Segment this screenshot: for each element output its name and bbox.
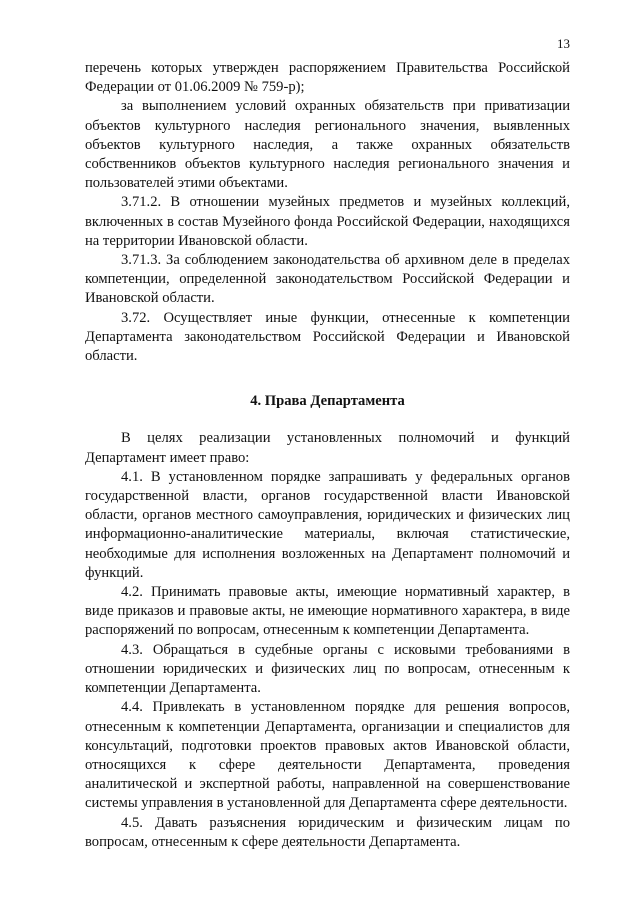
paragraph-list-continuation: перечень которых утвержден распоряжением Правительства Российской Федерации от 01.06.2009 № 759-р); — [85, 60, 570, 96]
page-content — [85, 59, 570, 852]
paragraph-4-2: 4.2. Принимать правовые акты, имеющие нормативный характер, в виде приказов и правовые акты, не имеющие нормативного характера, в виде распоряжений по вопросам, отнесенным к компетенции Департамента. — [85, 584, 570, 639]
section-heading: 4. Права Департамента — [250, 393, 405, 410]
paragraph-4-3: 4.3. Обращаться в судебные органы с исковыми требованиями в отношении юридических и физических лиц по вопросам, отнесенным к компетенции Департамента. — [85, 641, 570, 697]
paragraph-4-5: 4.5. Давать разъяснения юридическим и физическим лицам по вопросам, отнесенным к сфере деятельности Департамента. — [85, 814, 570, 850]
page-number: 13 — [557, 36, 570, 51]
paragraph-4-1: 4.1. В установленном порядке запрашивать у федеральных органов государственной власти, органов государственной власти Ивановской области, органов местного самоуправления, юридических и физических лиц информационно-аналитические материалы, включая статистические, необходимые для исполнения возложенных на Департамент полномочий и функций. — [85, 468, 570, 581]
paragraph-3-72: 3.72. Осуществляет иные функции, отнесенные к компетенции Департамента законодательством Российской Федерации и Ивановской области. — [85, 309, 570, 365]
paragraph-intro-rights: В целях реализации установленных полномочий и функций Департамент имеет право: — [85, 430, 570, 466]
paragraph-3-71-2: 3.71.2. В отношении музейных предметов и музейных коллекций, включенных в состав Музейного фонда Российской Федерации, находящихся на территории Ивановской области. — [85, 194, 570, 249]
paragraph-4-4: 4.4. Привлекать в установленном порядке для решения вопросов, отнесенным к компетенции Департамента, организации и специалистов для консультаций, подготовки проектов правовых актов Ивановской области, относящихся к сфере деятельности Департамента, проведения аналитической и экспертной работы, направленной на совершенствование системы управления в установленной для Департамента сфере деятельности. — [85, 699, 570, 812]
paragraph-3-71-3: 3.71.3. За соблюдением законодательства об архивном деле в пределах компетенции, определенной законодательством Российской Федерации и Ивановской области. — [85, 252, 570, 307]
paragraph-security-obligations: за выполнением условий охранных обязательств при приватизации объектов культурного наследия регионального значения, выявленных объектов культурного наследия, а также охранных обязательств собственников объектов культурного наследия регионального значения и пользователей этими объектами. — [85, 98, 570, 192]
